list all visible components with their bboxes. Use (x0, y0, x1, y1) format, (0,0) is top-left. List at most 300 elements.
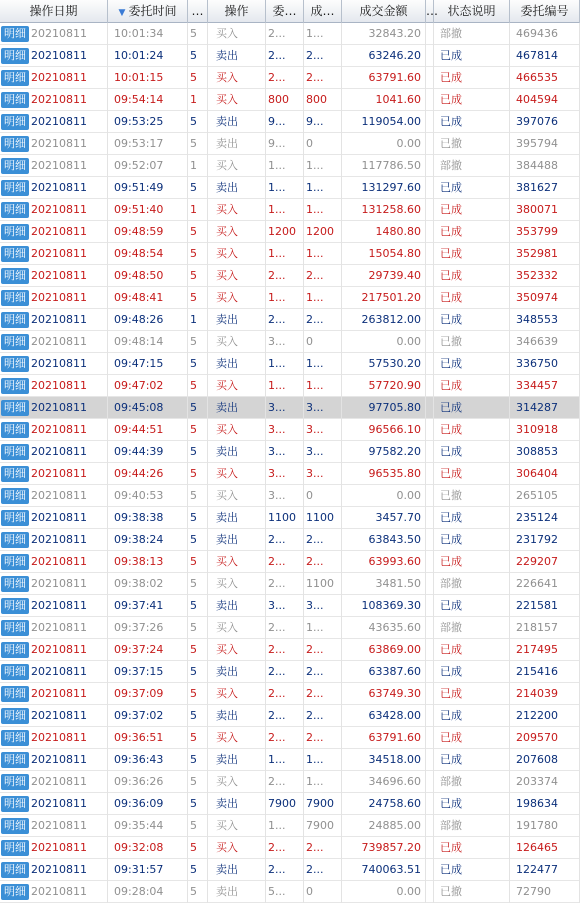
table-row[interactable] (0, 309, 580, 331)
detail-button[interactable]: 明细 (1, 488, 29, 504)
cell-amount: 0.00 (342, 881, 426, 903)
cell-amount: 96566.10 (342, 419, 426, 441)
cell-c9 (426, 265, 434, 287)
date-text: 20210811 (31, 181, 87, 194)
cell-order_no: 381627 (510, 177, 580, 199)
cell-qty: 2... (266, 551, 304, 573)
cell-amount: 63246.20 (342, 45, 426, 67)
detail-button[interactable]: 明细 (1, 70, 29, 86)
cell-qty: 2... (266, 309, 304, 331)
cell-amount: 63428.00 (342, 705, 426, 727)
cell-filled: 0 (304, 881, 342, 903)
detail-button[interactable]: 明细 (1, 598, 29, 614)
detail-button[interactable]: 明细 (1, 862, 29, 878)
cell-amount: 57720.90 (342, 375, 426, 397)
detail-button[interactable]: 明细 (1, 774, 29, 790)
cell-c9 (426, 155, 434, 177)
cell-amount: 24758.60 (342, 793, 426, 815)
detail-button[interactable]: 明细 (1, 686, 29, 702)
table-row[interactable] (0, 177, 580, 199)
cell-op: 买入 (208, 617, 266, 639)
cell-c9 (426, 67, 434, 89)
date-text: 20210811 (31, 731, 87, 744)
cell-order_no: 122477 (510, 859, 580, 881)
cell-c9 (426, 441, 434, 463)
cell-amount: 63791.60 (342, 67, 426, 89)
table-row[interactable] (0, 595, 580, 617)
column-header-status[interactable] (434, 0, 510, 23)
cell-status: 已成 (434, 89, 510, 111)
cell-c3: 5 (188, 221, 208, 243)
cell-amount: 24885.00 (342, 815, 426, 837)
cell-date (0, 397, 108, 419)
date-text: 20210811 (31, 203, 87, 216)
date-text: 20210811 (31, 533, 87, 546)
cell-status: 已成 (434, 375, 510, 397)
cell-filled: 1... (304, 243, 342, 265)
cell-order_no: 265105 (510, 485, 580, 507)
cell-c3: 1 (188, 89, 208, 111)
table-row[interactable] (0, 155, 580, 177)
detail-button[interactable]: 明细 (1, 312, 29, 328)
cell-qty: 2... (266, 265, 304, 287)
cell-date (0, 45, 108, 67)
cell-amount: 96535.80 (342, 463, 426, 485)
cell-op: 买入 (208, 815, 266, 837)
table-row[interactable] (0, 529, 580, 551)
column-header-time[interactable] (108, 0, 188, 23)
date-text: 20210811 (31, 225, 87, 238)
detail-button[interactable]: 明细 (1, 92, 29, 108)
cell-date (0, 23, 108, 45)
cell-c9 (426, 89, 434, 111)
table-row[interactable] (0, 45, 580, 67)
cell-date (0, 463, 108, 485)
cell-date (0, 771, 108, 793)
table-row[interactable] (0, 573, 580, 595)
cell-amount: 97705.80 (342, 397, 426, 419)
cell-date (0, 67, 108, 89)
cell-order_no: 308853 (510, 441, 580, 463)
table-row[interactable] (0, 331, 580, 353)
cell-time: 09:37:41 (108, 595, 188, 617)
date-text: 20210811 (31, 115, 87, 128)
detail-button[interactable]: 明细 (1, 510, 29, 526)
cell-date (0, 133, 108, 155)
date-text: 20210811 (31, 577, 87, 590)
cell-status: 已成 (434, 661, 510, 683)
cell-date (0, 111, 108, 133)
detail-button[interactable]: 明细 (1, 158, 29, 174)
cell-order_no: 126465 (510, 837, 580, 859)
cell-order_no: 235124 (510, 507, 580, 529)
date-text: 20210811 (31, 71, 87, 84)
cell-qty: 2... (266, 771, 304, 793)
cell-time: 09:37:02 (108, 705, 188, 727)
cell-c9 (426, 771, 434, 793)
table-row[interactable] (0, 771, 580, 793)
column-header-label: 委托时间 (128, 4, 177, 18)
cell-order_no: 229207 (510, 551, 580, 573)
cell-order_no: 209570 (510, 727, 580, 749)
cell-status: 已成 (434, 243, 510, 265)
cell-order_no: 221581 (510, 595, 580, 617)
cell-amount: 1480.80 (342, 221, 426, 243)
cell-c9 (426, 353, 434, 375)
cell-filled: 2... (304, 859, 342, 881)
cell-amount: 34518.00 (342, 749, 426, 771)
table-row[interactable] (0, 265, 580, 287)
cell-date (0, 815, 108, 837)
cell-status: 已成 (434, 441, 510, 463)
cell-c3: 5 (188, 353, 208, 375)
cell-order_no: 353799 (510, 221, 580, 243)
cell-op: 买入 (208, 727, 266, 749)
cell-op: 卖出 (208, 859, 266, 881)
cell-date (0, 331, 108, 353)
cell-filled: 1100 (304, 507, 342, 529)
cell-c9 (426, 595, 434, 617)
detail-button[interactable]: 明细 (1, 796, 29, 812)
cell-op: 买入 (208, 837, 266, 859)
cell-status: 已成 (434, 595, 510, 617)
table-row[interactable] (0, 617, 580, 639)
cell-filled: 800 (304, 89, 342, 111)
table-row[interactable] (0, 243, 580, 265)
cell-c9 (426, 507, 434, 529)
date-text: 20210811 (31, 841, 87, 854)
cell-filled: 2... (304, 551, 342, 573)
cell-qty: 1100 (266, 507, 304, 529)
cell-c3: 5 (188, 397, 208, 419)
grid-header (0, 0, 580, 23)
cell-c9 (426, 573, 434, 595)
detail-button[interactable]: 明细 (1, 752, 29, 768)
column-header-op[interactable] (208, 0, 266, 23)
column-header-label: 成交金额 (359, 4, 408, 18)
cell-date (0, 793, 108, 815)
sort-down-icon[interactable]: ▼ (118, 8, 126, 18)
cell-date (0, 573, 108, 595)
table-row[interactable] (0, 551, 580, 573)
cell-time: 09:48:59 (108, 221, 188, 243)
cell-c9 (426, 617, 434, 639)
detail-button[interactable]: 明细 (1, 818, 29, 834)
cell-c9 (426, 705, 434, 727)
cell-filled: 2... (304, 45, 342, 67)
cell-time: 09:51:49 (108, 177, 188, 199)
cell-c9 (426, 397, 434, 419)
date-text: 20210811 (31, 159, 87, 172)
cell-order_no: 217495 (510, 639, 580, 661)
cell-status: 已成 (434, 177, 510, 199)
detail-button[interactable]: 明细 (1, 576, 29, 592)
cell-op: 卖出 (208, 793, 266, 815)
cell-status: 部撤 (434, 23, 510, 45)
cell-c3: 5 (188, 859, 208, 881)
table-row[interactable] (0, 815, 580, 837)
cell-status: 已撤 (434, 133, 510, 155)
cell-op: 卖出 (208, 529, 266, 551)
cell-amount: 3481.50 (342, 573, 426, 595)
cell-status: 已成 (434, 507, 510, 529)
cell-order_no: 466535 (510, 67, 580, 89)
cell-amount: 57530.20 (342, 353, 426, 375)
detail-button[interactable]: 明细 (1, 400, 29, 416)
cell-c3: 5 (188, 441, 208, 463)
table-row[interactable] (0, 353, 580, 375)
detail-button[interactable]: 明细 (1, 730, 29, 746)
cell-op: 买入 (208, 683, 266, 705)
detail-button[interactable]: 明细 (1, 136, 29, 152)
cell-time: 09:38:38 (108, 507, 188, 529)
detail-button[interactable]: 明细 (1, 356, 29, 372)
cell-qty: 1200 (266, 221, 304, 243)
table-row[interactable] (0, 485, 580, 507)
cell-filled: 0 (304, 331, 342, 353)
detail-button[interactable]: 明细 (1, 884, 29, 900)
cell-order_no: 72790 (510, 881, 580, 903)
table-row[interactable] (0, 661, 580, 683)
cell-order_no: 212200 (510, 705, 580, 727)
cell-time: 09:51:40 (108, 199, 188, 221)
cell-status: 已成 (434, 793, 510, 815)
table-row[interactable] (0, 419, 580, 441)
cell-status: 已成 (434, 551, 510, 573)
table-row[interactable] (0, 837, 580, 859)
cell-time: 09:48:54 (108, 243, 188, 265)
detail-button[interactable]: 明细 (1, 48, 29, 64)
detail-button[interactable]: 明细 (1, 268, 29, 284)
cell-date (0, 177, 108, 199)
cell-filled: 1100 (304, 573, 342, 595)
date-text: 20210811 (31, 313, 87, 326)
table-row[interactable] (0, 67, 580, 89)
cell-op: 卖出 (208, 705, 266, 727)
detail-button[interactable]: 明细 (1, 840, 29, 856)
detail-button[interactable]: 明细 (1, 444, 29, 460)
cell-status: 已成 (434, 683, 510, 705)
detail-button[interactable]: 明细 (1, 664, 29, 680)
cell-time: 09:28:04 (108, 881, 188, 903)
detail-button[interactable]: 明细 (1, 708, 29, 724)
cell-order_no: 352981 (510, 243, 580, 265)
table-row[interactable] (0, 683, 580, 705)
cell-time: 09:45:08 (108, 397, 188, 419)
cell-qty: 2... (266, 23, 304, 45)
detail-button[interactable]: 明细 (1, 642, 29, 658)
column-header-amount[interactable] (342, 0, 426, 23)
cell-amount: 217501.20 (342, 287, 426, 309)
cell-date (0, 529, 108, 551)
cell-time: 09:32:08 (108, 837, 188, 859)
table-row[interactable] (0, 727, 580, 749)
date-text: 20210811 (31, 819, 87, 832)
cell-c3: 5 (188, 881, 208, 903)
cell-time: 09:38:24 (108, 529, 188, 551)
date-text: 20210811 (31, 467, 87, 480)
cell-c3: 5 (188, 243, 208, 265)
cell-c3: 5 (188, 749, 208, 771)
date-text: 20210811 (31, 379, 87, 392)
cell-c3: 5 (188, 133, 208, 155)
cell-c3: 5 (188, 331, 208, 353)
cell-time: 09:38:13 (108, 551, 188, 573)
cell-order_no: 314287 (510, 397, 580, 419)
detail-button[interactable]: 明细 (1, 620, 29, 636)
cell-qty: 2... (266, 573, 304, 595)
cell-qty: 9... (266, 111, 304, 133)
cell-qty: 2... (266, 45, 304, 67)
cell-date (0, 595, 108, 617)
cell-time: 09:44:26 (108, 463, 188, 485)
cell-c9 (426, 375, 434, 397)
cell-status: 已成 (434, 221, 510, 243)
table-row[interactable] (0, 749, 580, 771)
cell-qty: 2... (266, 639, 304, 661)
cell-op: 买入 (208, 551, 266, 573)
cell-time: 09:37:26 (108, 617, 188, 639)
column-header-c9[interactable] (426, 0, 438, 23)
table-row[interactable] (0, 375, 580, 397)
column-header-label: … (426, 4, 438, 18)
detail-button[interactable]: 明细 (1, 290, 29, 306)
table-row[interactable] (0, 705, 580, 727)
column-header-label: … (191, 4, 204, 18)
column-header-date[interactable] (0, 0, 108, 23)
date-text: 20210811 (31, 423, 87, 436)
table-row[interactable] (0, 221, 580, 243)
detail-button[interactable]: 明细 (1, 378, 29, 394)
cell-amount: 43635.60 (342, 617, 426, 639)
column-header-qty[interactable] (266, 0, 304, 23)
detail-button[interactable]: 明细 (1, 334, 29, 350)
cell-status: 部撤 (434, 617, 510, 639)
table-row[interactable] (0, 507, 580, 529)
table-row[interactable] (0, 881, 580, 903)
cell-c9 (426, 221, 434, 243)
table-row[interactable] (0, 111, 580, 133)
cell-date (0, 485, 108, 507)
cell-order_no: 350974 (510, 287, 580, 309)
detail-button[interactable]: 明细 (1, 180, 29, 196)
column-header-label: 委… (272, 4, 297, 18)
cell-op: 卖出 (208, 309, 266, 331)
date-text: 20210811 (31, 489, 87, 502)
cell-order_no: 395794 (510, 133, 580, 155)
cell-filled: 2... (304, 309, 342, 331)
cell-c3: 5 (188, 727, 208, 749)
cell-amount: 740063.51 (342, 859, 426, 881)
cell-order_no: 207608 (510, 749, 580, 771)
cell-amount: 29739.40 (342, 265, 426, 287)
column-header-c3[interactable] (188, 0, 208, 23)
cell-status: 部撤 (434, 573, 510, 595)
cell-date (0, 419, 108, 441)
cell-filled: 3... (304, 419, 342, 441)
detail-button[interactable]: 明细 (1, 246, 29, 262)
cell-qty: 2... (266, 529, 304, 551)
cell-amount: 108369.30 (342, 595, 426, 617)
cell-date (0, 881, 108, 903)
cell-order_no: 467814 (510, 45, 580, 67)
cell-time: 09:47:02 (108, 375, 188, 397)
cell-c9 (426, 815, 434, 837)
cell-c9 (426, 661, 434, 683)
cell-c3: 1 (188, 199, 208, 221)
detail-button[interactable]: 明细 (1, 532, 29, 548)
cell-c3: 5 (188, 661, 208, 683)
detail-button[interactable]: 明细 (1, 202, 29, 218)
table-row[interactable] (0, 133, 580, 155)
cell-order_no: 336750 (510, 353, 580, 375)
date-text: 20210811 (31, 863, 87, 876)
cell-time: 09:48:14 (108, 331, 188, 353)
date-text: 20210811 (31, 357, 87, 370)
cell-c9 (426, 749, 434, 771)
cell-qty: 3... (266, 463, 304, 485)
cell-qty: 1... (266, 243, 304, 265)
table-row[interactable] (0, 639, 580, 661)
cell-filled: 3... (304, 463, 342, 485)
cell-filled: 0 (304, 133, 342, 155)
cell-op: 买入 (208, 155, 266, 177)
cell-date (0, 749, 108, 771)
column-header-filled[interactable] (304, 0, 342, 23)
cell-filled: 0 (304, 485, 342, 507)
cell-qty: 3... (266, 595, 304, 617)
date-text: 20210811 (31, 753, 87, 766)
detail-button[interactable]: 明细 (1, 224, 29, 240)
cell-qty: 1... (266, 287, 304, 309)
cell-qty: 7900 (266, 793, 304, 815)
cell-qty: 1... (266, 353, 304, 375)
detail-button[interactable]: 明细 (1, 422, 29, 438)
cell-c9 (426, 837, 434, 859)
table-row[interactable] (0, 463, 580, 485)
cell-date (0, 243, 108, 265)
cell-date (0, 551, 108, 573)
detail-button[interactable]: 明细 (1, 554, 29, 570)
table-row[interactable] (0, 793, 580, 815)
table-row[interactable] (0, 199, 580, 221)
cell-qty: 2... (266, 67, 304, 89)
table-row[interactable] (0, 89, 580, 111)
cell-qty: 1... (266, 375, 304, 397)
table-row[interactable] (0, 23, 580, 45)
column-header-order_no[interactable] (510, 0, 580, 23)
detail-button[interactable]: 明细 (1, 26, 29, 42)
table-row[interactable] (0, 287, 580, 309)
cell-time: 09:36:26 (108, 771, 188, 793)
cell-time: 10:01:34 (108, 23, 188, 45)
cell-c3: 5 (188, 551, 208, 573)
cell-op: 买入 (208, 639, 266, 661)
table-row[interactable] (0, 397, 580, 419)
cell-time: 09:53:25 (108, 111, 188, 133)
table-row[interactable] (0, 441, 580, 463)
table-row[interactable] (0, 859, 580, 881)
cell-c9 (426, 309, 434, 331)
cell-status: 已成 (434, 397, 510, 419)
cell-date (0, 375, 108, 397)
cell-filled: 1... (304, 177, 342, 199)
detail-button[interactable]: 明细 (1, 114, 29, 130)
cell-order_no: 191780 (510, 815, 580, 837)
date-text: 20210811 (31, 445, 87, 458)
detail-button[interactable]: 明细 (1, 466, 29, 482)
cell-date (0, 705, 108, 727)
